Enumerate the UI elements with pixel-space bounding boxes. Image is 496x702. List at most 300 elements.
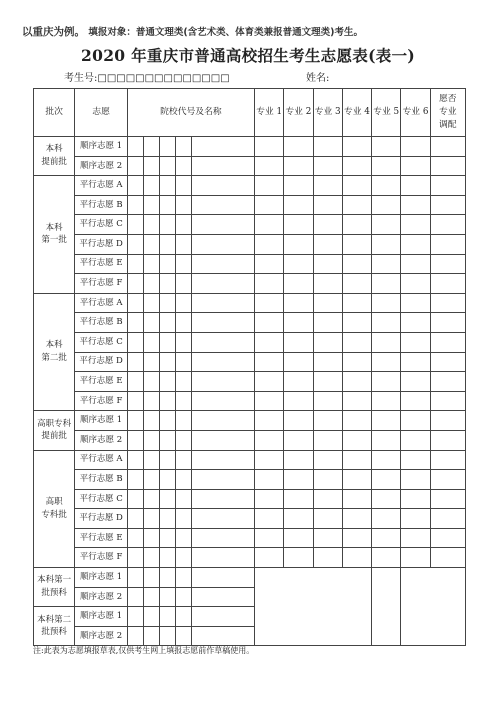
school-name-cell[interactable] [192,528,255,548]
school-name-cell[interactable] [192,372,255,392]
major-6-cell[interactable] [401,391,430,411]
school-code-digit[interactable] [127,411,143,431]
school-code-digit[interactable] [127,313,143,333]
major-6-cell[interactable] [401,509,430,529]
school-code-digit[interactable] [143,607,159,627]
major-2-cell[interactable] [284,430,313,450]
major-3-cell[interactable] [313,137,342,157]
school-code-digit[interactable] [143,626,159,646]
choice-label: 顺序志愿 2 [75,430,127,450]
major-4-cell[interactable] [342,254,371,274]
major-1-cell[interactable] [254,293,283,313]
school-code-digit[interactable] [143,215,159,235]
major-3-cell[interactable] [313,548,342,568]
major-1-cell[interactable] [254,254,283,274]
major-2-cell[interactable] [284,450,313,470]
adjust-cell[interactable] [430,352,465,372]
school-code-digit[interactable] [176,587,192,607]
major-6-cell[interactable] [401,176,430,196]
adjust-cell[interactable] [430,470,465,490]
major-6-cell[interactable] [401,156,430,176]
major-5-cell[interactable] [372,391,401,411]
school-code-digit[interactable] [176,234,192,254]
major-1-cell[interactable] [254,489,283,509]
pre-batch-major-area[interactable] [254,568,371,646]
major-1-cell[interactable] [254,548,283,568]
major-5-cell[interactable] [372,430,401,450]
school-code-digit[interactable] [143,234,159,254]
school-code-digit[interactable] [176,137,192,157]
school-code-digit[interactable] [127,528,143,548]
major-2-cell[interactable] [284,293,313,313]
major-3-cell[interactable] [313,372,342,392]
school-code-digit[interactable] [143,430,159,450]
school-code-digit[interactable] [143,411,159,431]
major-6-cell[interactable] [401,470,430,490]
adjust-cell[interactable] [430,176,465,196]
major-3-cell[interactable] [313,234,342,254]
major-2-cell[interactable] [284,548,313,568]
major-1-cell[interactable] [254,470,283,490]
major-2-cell[interactable] [284,470,313,490]
major-3-cell[interactable] [313,313,342,333]
school-code-digit[interactable] [127,587,143,607]
major-3-cell[interactable] [313,332,342,352]
school-name-cell[interactable] [192,137,255,157]
school-code-digit[interactable] [143,274,159,294]
school-code-digit[interactable] [160,372,176,392]
school-name-cell[interactable] [192,411,255,431]
school-code-digit[interactable] [160,430,176,450]
major-1-cell[interactable] [254,176,283,196]
school-code-digit[interactable] [176,176,192,196]
major-4-cell[interactable] [342,470,371,490]
school-code-digit[interactable] [143,489,159,509]
major-4-cell[interactable] [342,176,371,196]
major-1-cell[interactable] [254,391,283,411]
major-3-cell[interactable] [313,254,342,274]
major-6-cell[interactable] [401,137,430,157]
school-name-cell[interactable] [192,450,255,470]
pre-batch-major-6-adjust-area[interactable] [401,568,466,646]
school-name-cell[interactable] [192,391,255,411]
school-name-cell[interactable] [192,626,255,646]
major-4-cell[interactable] [342,391,371,411]
major-2-cell[interactable] [284,489,313,509]
major-2-cell[interactable] [284,234,313,254]
major-6-cell[interactable] [401,293,430,313]
major-5-cell[interactable] [372,470,401,490]
adjust-cell[interactable] [430,528,465,548]
major-2-cell[interactable] [284,215,313,235]
school-code-digit[interactable] [176,528,192,548]
major-6-cell[interactable] [401,548,430,568]
school-code-digit[interactable] [176,332,192,352]
school-name-cell[interactable] [192,156,255,176]
school-name-cell[interactable] [192,489,255,509]
major-4-cell[interactable] [342,372,371,392]
school-code-digit[interactable] [143,293,159,313]
major-3-cell[interactable] [313,352,342,372]
major-6-cell[interactable] [401,332,430,352]
school-code-digit[interactable] [143,470,159,490]
school-code-digit[interactable] [176,509,192,529]
batch-5-name [34,450,75,568]
school-code-digit[interactable] [160,411,176,431]
major-1-cell[interactable] [254,509,283,529]
school-code-digit[interactable] [127,450,143,470]
school-code-digit[interactable] [127,156,143,176]
major-5-cell[interactable] [372,548,401,568]
school-code-digit[interactable] [160,137,176,157]
major-6-cell[interactable] [401,195,430,215]
school-code-digit[interactable] [176,352,192,372]
major-6-cell[interactable] [401,274,430,294]
major-4-cell[interactable] [342,528,371,548]
batch-1-name-line-1: 本科 [45,144,63,155]
school-name-cell[interactable] [192,430,255,450]
major-6-cell[interactable] [401,254,430,274]
major-2-cell[interactable] [284,137,313,157]
school-code-digit[interactable] [160,568,176,588]
school-code-digit[interactable] [160,156,176,176]
major-6-cell[interactable] [401,313,430,333]
school-name-cell[interactable] [192,293,255,313]
major-2-cell[interactable] [284,195,313,215]
school-code-digit[interactable] [143,450,159,470]
major-4-cell[interactable] [342,489,371,509]
major-2-cell[interactable] [284,332,313,352]
major-5-cell[interactable] [372,352,401,372]
major-1-cell[interactable] [254,332,283,352]
adjust-cell[interactable] [430,489,465,509]
school-code-digit[interactable] [176,293,192,313]
school-name-cell[interactable] [192,607,255,627]
major-6-cell[interactable] [401,234,430,254]
school-code-digit[interactable] [160,274,176,294]
school-code-digit[interactable] [176,372,192,392]
school-code-digit[interactable] [176,568,192,588]
adjust-cell[interactable] [430,509,465,529]
header-choice: 志愿 [75,89,127,137]
major-5-cell[interactable] [372,332,401,352]
major-3-cell[interactable] [313,215,342,235]
school-code-digit[interactable] [160,313,176,333]
school-code-digit[interactable] [160,450,176,470]
major-6-cell[interactable] [401,372,430,392]
major-4-cell[interactable] [342,215,371,235]
major-6-cell[interactable] [401,411,430,431]
major-1-cell[interactable] [254,156,283,176]
adjust-cell[interactable] [430,332,465,352]
school-code-digit[interactable] [160,607,176,627]
school-code-digit[interactable] [127,137,143,157]
adjust-cell[interactable] [430,274,465,294]
school-name-cell[interactable] [192,274,255,294]
adjust-cell[interactable] [430,430,465,450]
major-5-cell[interactable] [372,489,401,509]
school-code-digit[interactable] [160,391,176,411]
major-5-cell[interactable] [372,411,401,431]
batch-5-name-line-1: 高职 [45,497,63,508]
major-1-cell[interactable] [254,137,283,157]
school-name-cell[interactable] [192,548,255,568]
adjust-cell[interactable] [430,450,465,470]
major-2-cell[interactable] [284,313,313,333]
major-4-cell[interactable] [342,313,371,333]
school-name-cell[interactable] [192,332,255,352]
major-4-cell[interactable] [342,411,371,431]
major-3-cell[interactable] [313,176,342,196]
school-name-cell[interactable] [192,352,255,372]
major-1-cell[interactable] [254,274,283,294]
major-4-cell[interactable] [342,352,371,372]
school-code-digit[interactable] [176,313,192,333]
major-3-cell[interactable] [313,528,342,548]
major-3-cell[interactable] [313,509,342,529]
school-code-digit[interactable] [143,195,159,215]
major-5-cell[interactable] [372,156,401,176]
major-5-cell[interactable] [372,234,401,254]
adjust-cell[interactable] [430,234,465,254]
school-code-digit[interactable] [176,391,192,411]
major-4-cell[interactable] [342,450,371,470]
major-1-cell[interactable] [254,195,283,215]
school-code-digit[interactable] [143,156,159,176]
choice-label: 平行志愿 B [75,313,127,333]
school-code-digit[interactable] [143,391,159,411]
major-5-cell[interactable] [372,528,401,548]
school-code-digit[interactable] [176,626,192,646]
major-1-cell[interactable] [254,411,283,431]
major-6-cell[interactable] [401,352,430,372]
major-1-cell[interactable] [254,372,283,392]
major-2-cell[interactable] [284,274,313,294]
school-code-digit[interactable] [127,391,143,411]
school-code-digit[interactable] [127,430,143,450]
major-1-cell[interactable] [254,352,283,372]
school-code-digit[interactable] [143,568,159,588]
school-code-digit[interactable] [127,332,143,352]
adjust-cell[interactable] [430,391,465,411]
adjust-cell[interactable] [430,293,465,313]
adjust-cell[interactable] [430,411,465,431]
school-name-cell[interactable] [192,470,255,490]
school-code-digit[interactable] [127,509,143,529]
pre-batch-major-5-cell[interactable] [372,568,401,646]
school-code-digit[interactable] [176,215,192,235]
major-2-cell[interactable] [284,254,313,274]
major-5-cell[interactable] [372,254,401,274]
school-code-digit[interactable] [127,234,143,254]
school-name-cell[interactable] [192,587,255,607]
adjust-cell[interactable] [430,195,465,215]
major-5-cell[interactable] [372,313,401,333]
major-6-cell[interactable] [401,489,430,509]
major-4-cell[interactable] [342,156,371,176]
batch-3-name-line-1: 本科 [45,340,63,351]
candidate-number-field[interactable]: 考生号:□□□□□□□□□□□□□□ [64,73,230,84]
major-3-cell[interactable] [313,156,342,176]
major-1-cell[interactable] [254,215,283,235]
school-name-cell[interactable] [192,234,255,254]
school-code-digit[interactable] [143,528,159,548]
major-2-cell[interactable] [284,509,313,529]
school-code-digit[interactable] [176,470,192,490]
major-3-cell[interactable] [313,489,342,509]
school-code-digit[interactable] [160,332,176,352]
school-name-cell[interactable] [192,254,255,274]
school-code-digit[interactable] [176,156,192,176]
school-code-digit[interactable] [176,411,192,431]
school-name-cell[interactable] [192,195,255,215]
school-code-digit[interactable] [143,176,159,196]
major-5-cell[interactable] [372,137,401,157]
major-4-cell[interactable] [342,548,371,568]
major-1-cell[interactable] [254,430,283,450]
school-code-digit[interactable] [143,372,159,392]
name-field[interactable]: 姓名: [306,73,330,84]
major-6-cell[interactable] [401,215,430,235]
major-5-cell[interactable] [372,372,401,392]
school-code-digit[interactable] [160,215,176,235]
school-code-digit[interactable] [127,176,143,196]
school-code-digit[interactable] [127,372,143,392]
school-code-digit[interactable] [127,254,143,274]
school-code-digit[interactable] [143,313,159,333]
major-5-cell[interactable] [372,274,401,294]
school-code-digit[interactable] [160,352,176,372]
table-row [34,450,466,470]
major-2-cell[interactable] [284,528,313,548]
major-5-cell[interactable] [372,195,401,215]
school-code-digit[interactable] [127,489,143,509]
school-code-digit[interactable] [160,489,176,509]
major-2-cell[interactable] [284,352,313,372]
major-5-cell[interactable] [372,293,401,313]
major-4-cell[interactable] [342,195,371,215]
header-adjust-line-1: 愿否 [438,93,457,104]
major-4-cell[interactable] [342,274,371,294]
school-code-digit[interactable] [127,470,143,490]
school-code-digit[interactable] [160,195,176,215]
major-3-cell[interactable] [313,195,342,215]
major-4-cell[interactable] [342,332,371,352]
school-name-cell[interactable] [192,176,255,196]
school-code-digit[interactable] [160,176,176,196]
major-5-cell[interactable] [372,215,401,235]
school-code-digit[interactable] [176,450,192,470]
school-code-digit[interactable] [160,234,176,254]
school-code-digit[interactable] [127,568,143,588]
school-code-digit[interactable] [127,274,143,294]
major-4-cell[interactable] [342,509,371,529]
school-code-digit[interactable] [127,215,143,235]
school-code-digit[interactable] [127,607,143,627]
major-4-cell[interactable] [342,137,371,157]
major-3-cell[interactable] [313,293,342,313]
school-code-digit[interactable] [160,626,176,646]
major-1-cell[interactable] [254,528,283,548]
school-code-digit[interactable] [143,548,159,568]
table-row [34,332,466,352]
school-code-digit[interactable] [176,548,192,568]
school-code-digit[interactable] [143,587,159,607]
school-code-digit[interactable] [127,548,143,568]
school-name-cell[interactable] [192,568,255,588]
school-code-digit[interactable] [143,509,159,529]
major-1-cell[interactable] [254,313,283,333]
adjust-cell[interactable] [430,137,465,157]
adjust-cell[interactable] [430,313,465,333]
major-2-cell[interactable] [284,156,313,176]
school-code-digit[interactable] [127,293,143,313]
adjust-cell[interactable] [430,215,465,235]
major-3-cell[interactable] [313,470,342,490]
school-code-digit[interactable] [160,254,176,274]
major-5-cell[interactable] [372,176,401,196]
major-3-cell[interactable] [313,411,342,431]
adjust-cell[interactable] [430,156,465,176]
major-4-cell[interactable] [342,234,371,254]
school-code-digit[interactable] [143,352,159,372]
adjust-cell[interactable] [430,548,465,568]
major-4-cell[interactable] [342,430,371,450]
major-3-cell[interactable] [313,430,342,450]
school-code-digit[interactable] [143,332,159,352]
major-1-cell[interactable] [254,450,283,470]
school-code-digit[interactable] [176,195,192,215]
major-2-cell[interactable] [284,372,313,392]
school-code-digit[interactable] [176,254,192,274]
major-6-cell[interactable] [401,430,430,450]
adjust-cell[interactable] [430,372,465,392]
school-code-digit[interactable] [176,430,192,450]
major-5-cell[interactable] [372,450,401,470]
school-code-digit[interactable] [160,470,176,490]
school-code-digit[interactable] [127,195,143,215]
major-2-cell[interactable] [284,411,313,431]
school-code-digit[interactable] [143,137,159,157]
major-3-cell[interactable] [313,391,342,411]
major-4-cell[interactable] [342,293,371,313]
major-2-cell[interactable] [284,391,313,411]
major-1-cell[interactable] [254,234,283,254]
school-code-digit[interactable] [127,626,143,646]
school-code-digit[interactable] [176,607,192,627]
school-name-cell[interactable] [192,313,255,333]
school-code-digit[interactable] [176,274,192,294]
adjust-cell[interactable] [430,254,465,274]
school-code-digit[interactable] [127,352,143,372]
major-5-cell[interactable] [372,509,401,529]
major-3-cell[interactable] [313,450,342,470]
school-name-cell[interactable] [192,215,255,235]
school-name-cell[interactable] [192,509,255,529]
school-code-digit[interactable] [160,528,176,548]
school-code-digit[interactable] [160,587,176,607]
major-3-cell[interactable] [313,274,342,294]
school-code-digit[interactable] [160,509,176,529]
school-code-digit[interactable] [160,293,176,313]
major-6-cell[interactable] [401,528,430,548]
table-body [34,137,466,646]
school-code-digit[interactable] [160,548,176,568]
major-6-cell[interactable] [401,450,430,470]
school-code-digit[interactable] [176,489,192,509]
school-code-digit[interactable] [143,254,159,274]
major-2-cell[interactable] [284,176,313,196]
